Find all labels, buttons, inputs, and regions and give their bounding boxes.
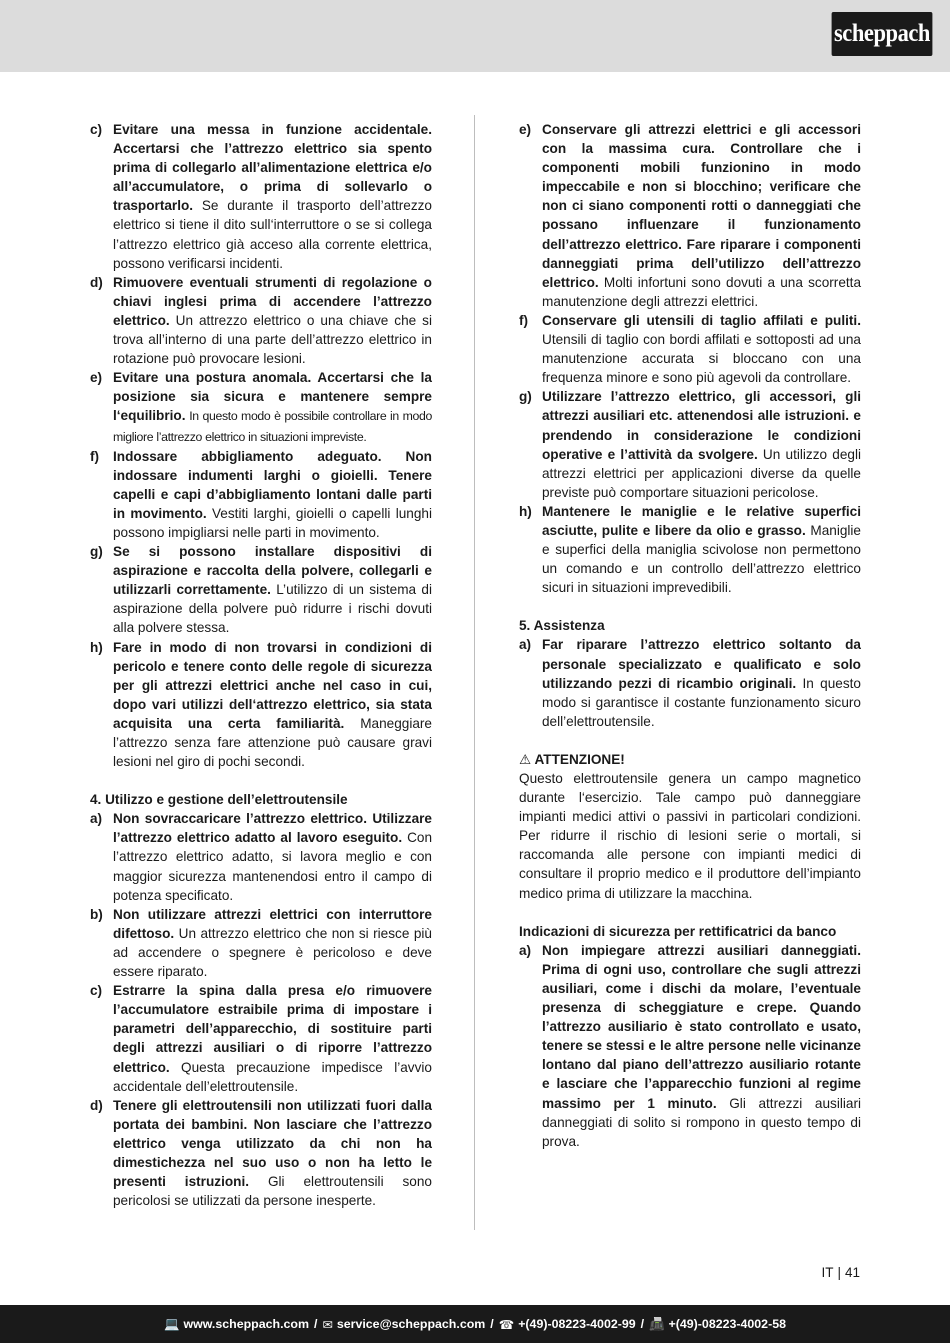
warning-heading bbox=[519, 750, 861, 769]
item-marker: f) bbox=[519, 312, 529, 328]
column-divider bbox=[474, 115, 475, 1230]
footer-website-link[interactable]: www.scheppach.com bbox=[183, 1317, 309, 1331]
item-text: Questa precauzione impedisce l’avvio accidentale dell’elettroutensile. bbox=[113, 1059, 432, 1094]
item-bold: Far riparare l’attrezzo elettrico soltanto da personale specializzato e qualificato e solo utilizzando pezzi di ricambio originali. bbox=[542, 637, 861, 691]
item-marker: c) bbox=[90, 122, 103, 137]
item-text: Molti infortuni sono dovuti a una scorretta manutenzione degli attrezzi elettrici. bbox=[542, 274, 861, 309]
list-item bbox=[90, 809, 432, 904]
right-list-safety bbox=[519, 120, 861, 597]
footer-separator: / bbox=[314, 1317, 318, 1331]
footer-separator: / bbox=[640, 1317, 645, 1331]
item-bold: Utilizzare l’attrezzo elettrico, gli accessori, gli attrezzi ausiliari etc. attenendosi alle istruzioni. e prendendo in considerazione le condizioni operative e l’attività da svolgere. bbox=[542, 389, 861, 462]
footer-phone[interactable]: +(49)-08223-4002-99 bbox=[518, 1317, 636, 1331]
section-4-heading: 4. Utilizzo e gestione dell’elettroutensile bbox=[90, 792, 348, 808]
section-5-heading: 5. Assistenza bbox=[519, 618, 605, 634]
list-item bbox=[90, 120, 432, 273]
item-text: Un attrezzo elettrico che non si riesce più ad accendere o spegnere è pericoloso e deve essere riparato. bbox=[113, 925, 432, 980]
list-item bbox=[519, 311, 861, 387]
fax-icon: 📠 bbox=[649, 1316, 665, 1331]
item-marker: g) bbox=[90, 544, 103, 560]
item-bold: Non sovraccaricare l’attrezzo elettrico. Utilizzare l’attrezzo elettrico adatto al lavoro eseguito. bbox=[113, 811, 432, 846]
list-item bbox=[90, 542, 432, 637]
list-item bbox=[90, 1096, 432, 1211]
item-text: Utensili di taglio con bordi affilati e sottoposti ad una manutenzione accurata si bloccano con una frequenza minore e sono più agevoli da controllare. bbox=[542, 332, 861, 386]
item-text: Un utilizzo degli attrezzi elettrici per applicazioni diverse da quelle previste può comportare situazioni pericolose. bbox=[542, 446, 861, 500]
item-text: Gli elettroutensili sono pericolosi se utilizzati da persone inesperte. bbox=[113, 1174, 432, 1209]
item-text: L’utilizzo di un sistema di aspirazione della polvere può ridurre i rischi dovuti alla polvere stessa. bbox=[113, 582, 432, 636]
right-list-service bbox=[519, 635, 861, 730]
item-bold: Evitare una messa in funzione accidentale. Accertarsi che l’attrezzo elettrico sia spento prima di collegarlo all’alimentazione elettrica e/o all’accumulatore, o prima di sollevarlo o trasportarlo. bbox=[113, 122, 432, 214]
item-bold: Non utilizzare attrezzi elettrici con interruttore difettoso. bbox=[113, 906, 432, 941]
item-bold: Estrarre la spina dalla presa e/o rimuovere l’accumulatore estraibile prima di impostare i parametri dell’apparecchio, di sostituire parti degli attrezzi ausiliari o di riporre l’attrezzo elettrico. bbox=[113, 983, 432, 1075]
list-item bbox=[90, 447, 432, 542]
left-list-safety bbox=[90, 120, 432, 771]
item-text: Un attrezzo elettrico o una chiave che si trova all’interno di una parte dell’attrezzo elettrico in rotazione può provocare lesioni. bbox=[113, 312, 432, 367]
item-bold: Conservare gli utensili di taglio affilati e puliti. bbox=[542, 312, 861, 328]
page-separator: | bbox=[837, 1265, 841, 1280]
footer-separator: / bbox=[490, 1317, 494, 1331]
item-marker: h) bbox=[519, 503, 532, 519]
item-marker: c) bbox=[90, 983, 103, 999]
item-text: Con l’attrezzo elettrico adatto, si lavora meglio e con maggior sicurezza mantenendosi entro il campo di potenza specificato. bbox=[113, 830, 433, 903]
item-bold: Non impiegare attrezzi ausiliari danneggiati. Prima di ogni uso, controllare che sugli attrezzi ausiliari, come i dischi da molare, l’eventuale presenza di scheggiature e crepe. Quando l’attrezzo ausiliario è stato controllato e usato, tenere se stessi e le altre persone nelle vicinanze lontano dal piano dell’attrezzo ausiliario rotante e lasciare che l’apparecchio funzioni al regime massimo per 1 minuto. bbox=[542, 942, 861, 1111]
warning-icon: ⚠ bbox=[519, 751, 532, 767]
right-column bbox=[519, 120, 861, 1151]
left-list-usage bbox=[90, 809, 432, 1210]
item-text: Vestiti larghi, gioielli o capelli lunghi possono impigliarsi nelle parti in movimento. bbox=[113, 505, 432, 540]
item-text: Se durante il trasporto dell’attrezzo elettrico si tiene il dito sull‘interruttore o se si collega l’attrezzo elettrico già acceso alla corrente elettrica, possono verificarsi incidenti. bbox=[113, 198, 432, 271]
item-marker: a) bbox=[519, 637, 532, 653]
list-item bbox=[519, 387, 861, 502]
left-column bbox=[90, 120, 432, 1210]
item-text: In questo modo è possibile controllare in modo migliore l’attrezzo elettrico in situazioni impreviste. bbox=[113, 409, 432, 444]
item-marker: b) bbox=[90, 906, 103, 922]
footer-email-link[interactable]: service@scheppach.com bbox=[336, 1317, 486, 1331]
list-item bbox=[519, 120, 861, 311]
item-marker: a) bbox=[519, 942, 532, 958]
item-marker: e) bbox=[90, 370, 103, 386]
list-item bbox=[519, 941, 861, 1151]
item-bold: Se si possono installare dispositivi di aspirazione e raccolta della polvere, collegarli e utilizzarli correttamente. bbox=[113, 544, 432, 598]
list-item bbox=[519, 502, 861, 597]
item-marker: f) bbox=[90, 448, 100, 464]
page-number-value: 41 bbox=[844, 1265, 860, 1280]
item-bold: Mantenere le maniglie e le relative superfici asciutte, pulite e libere da olio e grasso. bbox=[542, 503, 861, 538]
bench-grinder-heading: Indicazioni di sicurezza per rettificatrici da banco bbox=[519, 923, 837, 939]
footer-bar bbox=[0, 1305, 950, 1343]
right-list-bench bbox=[519, 941, 861, 1151]
list-item bbox=[90, 273, 432, 368]
item-marker: d) bbox=[90, 274, 103, 290]
item-bold: Fare in modo di non trovarsi in condizioni di pericolo e tenere conto delle regole di sicurezza per gli attrezzi elettrici anche nel caso in cui, dopo vari utilizzi dell‘attrezzo elettrico, sia stata acquisita una certa familiarità. bbox=[113, 639, 432, 731]
phone-icon: ☎ bbox=[498, 1317, 515, 1332]
item-text: Maneggiare l’attrezzo senza fare attenzione può causare gravi lesioni nel giro di pochi secondi. bbox=[113, 715, 432, 770]
warning-title: ATTENZIONE! bbox=[534, 751, 625, 767]
item-text: Gli attrezzi ausiliari danneggiati di solito si rompono in questo tempo di prova. bbox=[542, 1095, 861, 1149]
warning-text: Questo elettroutensile genera un campo magnetico durante l‘esercizio. Tale campo può danneggiare impianti medici attivi o passivi in particolari condizioni. Per ridurre il rischio di lesioni serie o mortali, si raccomanda alle persone con impianti medici di consultare il proprio medico e il produttore dell’impianto medico prima di utilizzare la macchina. bbox=[519, 771, 861, 901]
item-bold: Tenere gli elettroutensili non utilizzati fuori dalla portata dei bambini. Non lasciare che l’attrezzo elettrico venga utilizzato da chi non ha dimestichezza nel suo uso o non ha letto le presenti istruzioni. bbox=[113, 1097, 432, 1190]
item-bold: Conservare gli attrezzi elettrici e gli accessori con la massima cura. Controllare che i componenti mobili funzionino in modo impeccabile e non si blocchino; verificare che non ci siano componenti rotti o danneggiati che possano influenzare il funzionamento dell’attrezzo elettrico. Fare riparare i componenti danneggiati prima dell’utilizzo dell’attrezzo elettrico. bbox=[542, 122, 861, 290]
item-marker: g) bbox=[519, 389, 532, 405]
list-item bbox=[519, 635, 861, 730]
item-text: In questo modo si garantisce il costante funzionamento sicuro dell’elettroutensile. bbox=[542, 675, 861, 729]
list-item bbox=[90, 905, 432, 981]
item-bold: Rimuovere eventuali strumenti di regolazione o chiavi inglesi prima di accendere l’attrezzo elettrico. bbox=[113, 274, 432, 328]
item-marker: d) bbox=[90, 1097, 103, 1113]
item-marker: e) bbox=[519, 122, 532, 137]
item-marker: h) bbox=[90, 639, 103, 655]
header-band bbox=[0, 0, 950, 72]
item-bold: Indossare abbigliamento adeguato. Non indossare indumenti larghi o gioielli. Tenere capelli e capi d’abbigliamento lontani dalle parti in movimento. bbox=[113, 448, 432, 521]
footer-fax: +(49)-08223-4002-58 bbox=[668, 1317, 786, 1331]
item-marker: a) bbox=[90, 811, 103, 827]
page-lang: IT bbox=[821, 1265, 834, 1280]
computer-icon: 💻 bbox=[164, 1316, 180, 1331]
scheppach-logo: scheppach bbox=[832, 12, 933, 56]
item-bold: Evitare una postura anomala. Accertarsi che la posizione sia sicura e mantenere sempre l‘equilibrio. bbox=[113, 370, 432, 424]
list-item bbox=[90, 638, 432, 772]
list-item bbox=[90, 981, 432, 1096]
page-number bbox=[821, 1265, 860, 1280]
item-text: Maniglie e superfici della maniglia scivolose non permettono un comando e un controllo dell’attrezzo elettrico sicuri in situazioni imprevedibili. bbox=[542, 522, 861, 596]
list-item bbox=[90, 368, 432, 446]
mail-icon: ✉ bbox=[322, 1317, 333, 1332]
